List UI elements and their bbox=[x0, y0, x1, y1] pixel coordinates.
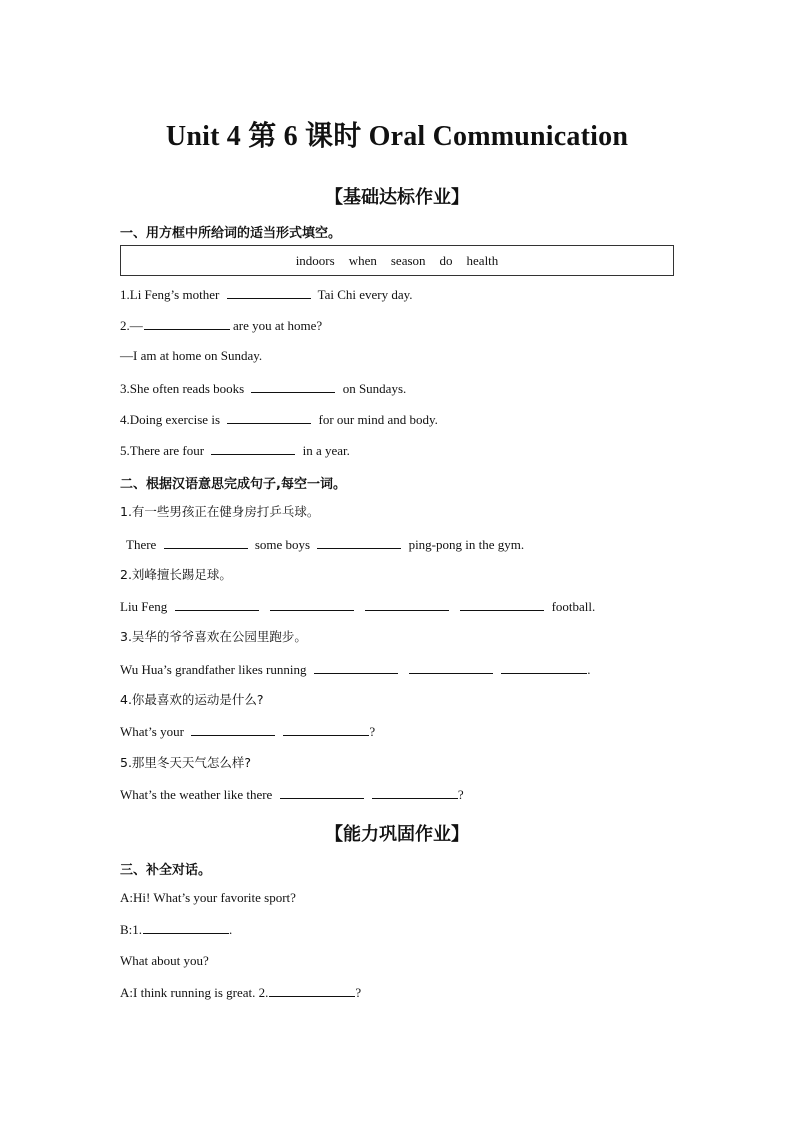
answer-blank[interactable] bbox=[283, 723, 369, 736]
question-text: ping-pong in the gym. bbox=[408, 537, 525, 552]
question-text: 3.She often reads books bbox=[120, 381, 245, 396]
question-text: ? bbox=[369, 724, 376, 739]
word-box-item: season bbox=[390, 252, 426, 268]
question-2-4 bbox=[120, 723, 375, 740]
section-heading-basic: 【基础达标作业】 bbox=[325, 187, 469, 208]
question-text: 2.— bbox=[120, 318, 143, 333]
question-1-3 bbox=[120, 380, 406, 397]
question-text: for our mind and body. bbox=[318, 412, 438, 427]
question-2-2 bbox=[120, 598, 595, 615]
question-2-5-chinese: 5.那里冬天天气怎么样? bbox=[120, 755, 252, 770]
question-2-1 bbox=[126, 536, 524, 553]
answer-blank[interactable] bbox=[314, 661, 398, 674]
question-1-2-answer: —I am at home on Sunday. bbox=[120, 348, 263, 363]
answer-blank[interactable] bbox=[164, 536, 248, 549]
question-text: ? bbox=[457, 787, 464, 802]
question-2-2-chinese: 2.刘峰擅长踢足球。 bbox=[120, 567, 232, 582]
dialogue-line-3: What about you? bbox=[120, 953, 209, 968]
question-1-1 bbox=[120, 286, 413, 303]
question-2-3-chinese: 3.吴华的爷爷喜欢在公园里跑步。 bbox=[120, 629, 307, 644]
word-box-item: when bbox=[348, 252, 377, 268]
part-heading-3: 三、补全对话。 bbox=[120, 863, 212, 878]
answer-blank[interactable] bbox=[372, 786, 458, 799]
question-text: 5.There are four bbox=[120, 443, 205, 458]
question-text: What’s the weather like there bbox=[120, 787, 273, 802]
answer-blank[interactable] bbox=[409, 661, 493, 674]
question-1-5 bbox=[120, 442, 350, 459]
answer-blank[interactable] bbox=[365, 598, 449, 611]
question-text: Tai Chi every day. bbox=[317, 287, 413, 302]
question-2-1-chinese: 1.有一些男孩正在健身房打乒乓球。 bbox=[120, 504, 320, 519]
question-1-2 bbox=[120, 317, 322, 334]
answer-blank[interactable] bbox=[280, 786, 364, 799]
word-box-item: do bbox=[439, 252, 453, 268]
question-text: There bbox=[126, 537, 157, 552]
section-heading-advanced: 【能力巩固作业】 bbox=[325, 824, 469, 845]
question-text: . bbox=[587, 662, 591, 677]
question-text: . bbox=[229, 922, 233, 937]
answer-blank[interactable] bbox=[460, 598, 544, 611]
question-2-5 bbox=[120, 786, 464, 803]
question-text: some boys bbox=[254, 537, 311, 552]
answer-blank[interactable] bbox=[227, 286, 311, 299]
part-heading-1: 一、用方框中所给词的适当形式填空。 bbox=[120, 226, 342, 241]
dialogue-line-1: A:Hi! What’s your favorite sport? bbox=[120, 890, 296, 905]
answer-blank[interactable] bbox=[211, 442, 295, 455]
question-text: ? bbox=[355, 985, 362, 1000]
part-heading-2: 二、根据汉语意思完成句子,每空一词。 bbox=[120, 477, 346, 492]
question-2-3 bbox=[120, 661, 590, 678]
answer-blank[interactable] bbox=[501, 661, 587, 674]
word-box bbox=[120, 245, 674, 276]
word-box-item: health bbox=[466, 252, 499, 268]
answer-blank[interactable] bbox=[143, 921, 229, 934]
answer-blank[interactable] bbox=[144, 317, 230, 330]
dialogue-line-4 bbox=[120, 984, 361, 1001]
question-text: are you at home? bbox=[233, 318, 323, 333]
question-2-4-chinese: 4.你最喜欢的运动是什么? bbox=[120, 692, 264, 707]
dialogue-line-2 bbox=[120, 921, 232, 938]
answer-blank[interactable] bbox=[227, 411, 311, 424]
question-text: in a year. bbox=[302, 443, 350, 458]
word-box-item: indoors bbox=[295, 252, 335, 268]
question-text: A:I think running is great. 2. bbox=[120, 985, 269, 1000]
question-1-4 bbox=[120, 411, 438, 428]
page-title: Unit 4 第 6 课时 Oral Communication bbox=[165, 121, 629, 152]
question-text: football. bbox=[551, 599, 596, 614]
question-text: 1.Li Feng’s mother bbox=[120, 287, 220, 302]
answer-blank[interactable] bbox=[191, 723, 275, 736]
answer-blank[interactable] bbox=[270, 598, 354, 611]
answer-blank[interactable] bbox=[251, 380, 335, 393]
question-text: Wu Hua’s grandfather likes running bbox=[120, 662, 307, 677]
question-text: B:1. bbox=[120, 922, 143, 937]
answer-blank[interactable] bbox=[317, 536, 401, 549]
question-text: on Sundays. bbox=[342, 381, 407, 396]
answer-blank[interactable] bbox=[175, 598, 259, 611]
answer-blank[interactable] bbox=[269, 984, 355, 997]
question-text: 4.Doing exercise is bbox=[120, 412, 221, 427]
question-text: What’s your bbox=[120, 724, 184, 739]
question-text: Liu Feng bbox=[120, 599, 168, 614]
